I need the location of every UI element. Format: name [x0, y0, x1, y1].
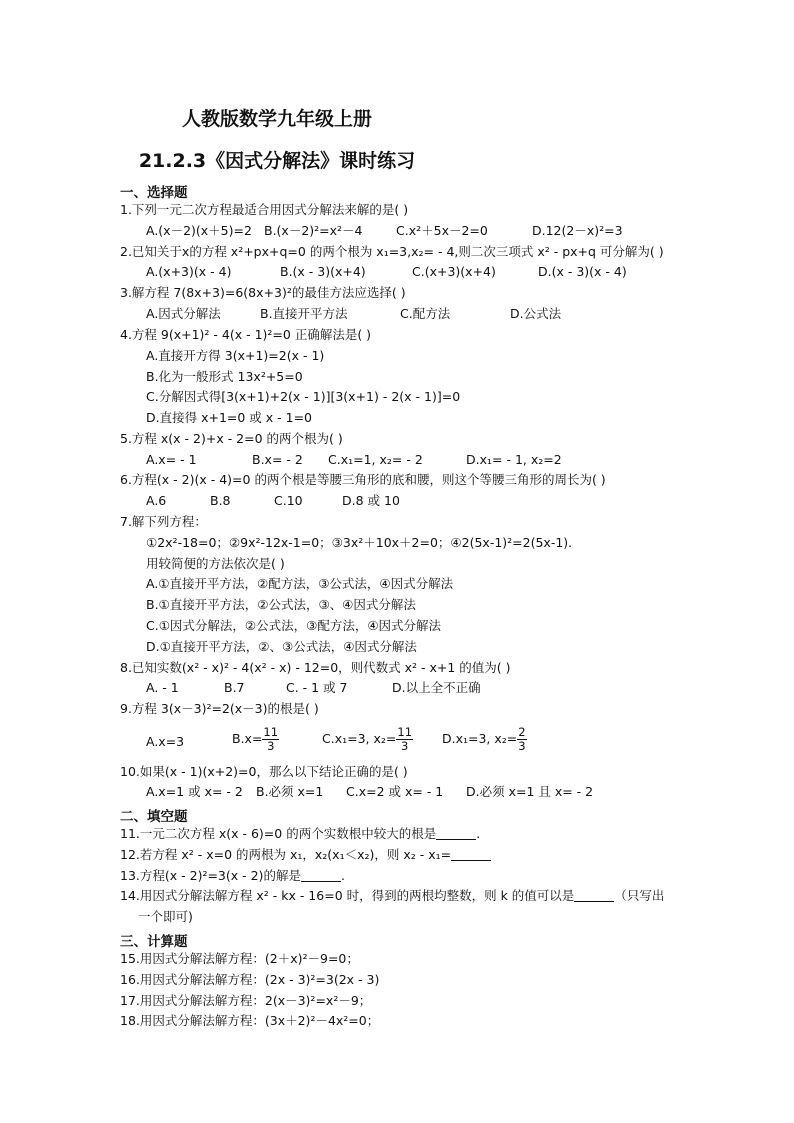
q10-option-a: A.x=1 或 x= - 2	[146, 784, 243, 799]
q13-answer-blank[interactable]	[301, 869, 341, 882]
q14-text: 14.用因式分解法解方程 x² - kx - 16=0 时，得到的两根均整数，则 k 的值可以是	[120, 888, 575, 903]
q13	[120, 868, 345, 884]
q10-option-b: B.必须 x=1	[256, 784, 324, 799]
fraction-denominator: 3	[518, 739, 526, 753]
q4-stem: 4.方程 9(x+1)² - 4(x - 1)²=0 正确解法是( )	[120, 327, 372, 342]
section-fill-blank: 二、填空题	[120, 809, 188, 825]
q9-option-c	[322, 726, 413, 753]
q5-option-a: A.x= - 1	[146, 452, 197, 467]
q9-option-a: A.x=3	[146, 734, 185, 749]
q16: 16.用因式分解法解方程：(2x - 3)²=3(2x - 3)	[120, 972, 380, 987]
q8-stem: 8.已知实数(x² - x)² - 4(x² - x) - 12=0，则代数式 x² - x+1 的值为( )	[120, 660, 511, 675]
q11-answer-blank[interactable]	[436, 827, 476, 840]
q2-stem: 2.已知关于x的方程 x²+px+q=0 的两个根为 x₁=3,x₂= - 4,则二次三项式 x² - px+q 可分解为( )	[120, 244, 664, 259]
q7-option-b: B.①直接开平方法，②公式法，③、④因式分解法	[146, 597, 416, 612]
q1-option-c: C.x²＋5x－2=0	[396, 223, 488, 238]
q5-option-c: C.x₁=1, x₂= - 2	[328, 452, 423, 467]
q17: 17.用因式分解法解方程：2(x－3)²=x²－9；	[120, 993, 372, 1008]
q15: 15.用因式分解法解方程：(2＋x)²－9=0；	[120, 951, 359, 966]
q12-text: 12.若方程 x² - x=0 的两根为 x₁，x₂(x₁＜x₂)，则 x₂ - x₁=	[120, 847, 452, 862]
q2-option-c: C.(x+3)(x+4)	[412, 264, 496, 279]
q9-option-b-label: B.x=	[232, 731, 263, 746]
q11-text-end: .	[476, 826, 481, 841]
q9-option-d-fraction	[517, 726, 526, 753]
q10-stem: 10.如果(x - 1)(x+2)=0，那么以下结论正确的是( )	[120, 764, 408, 779]
q9-option-d	[442, 726, 527, 753]
fraction-denominator: 3	[267, 739, 275, 753]
q10-option-c: C.x=2 或 x= - 1	[346, 784, 444, 799]
q11	[120, 826, 480, 842]
q8-option-c: C. - 1 或 7	[286, 680, 348, 695]
q18: 18.用因式分解法解方程：(3x＋2)²－4x²=0；	[120, 1013, 380, 1028]
q9-option-b	[232, 726, 279, 753]
q6-stem: 6.方程(x - 2)(x - 4)=0 的两个根是等腰三角形的底和腰，则这个等腰三角形的周长为( )	[120, 472, 606, 487]
fraction-denominator: 3	[401, 739, 409, 753]
q9-option-b-fraction	[262, 726, 279, 753]
q9-option-c-fraction	[396, 726, 413, 753]
q4-option-d: D.直接得 x+1=0 或 x - 1=0	[146, 410, 313, 425]
q14-continuation: 一个即可)	[138, 909, 193, 924]
q14-text-end: （只写出	[614, 888, 665, 903]
q13-text-end: .	[340, 868, 345, 883]
q7-option-c: C.①因式分解法，②公式法，③配方法，④因式分解法	[146, 618, 442, 633]
q6-option-b: B.8	[210, 493, 231, 508]
q6-option-c: C.10	[274, 493, 303, 508]
fraction-numerator: 11	[397, 725, 413, 739]
q9-options	[146, 726, 706, 760]
q3-stem: 3.解方程 7(8x+3)=6(8x+3)²的最佳方法应选择( )	[120, 285, 406, 300]
fraction-numerator: 11	[263, 725, 279, 739]
document-subtitle: 21.2.3《因式分解法》课时练习	[138, 150, 416, 172]
q7-stem: 7.解下列方程：	[120, 514, 207, 529]
q14-answer-blank[interactable]	[574, 889, 614, 902]
fraction-numerator: 2	[518, 725, 526, 739]
q12-answer-blank[interactable]	[451, 848, 491, 861]
q7-option-a: A.①直接开平方法，②配方法，③公式法，④因式分解法	[146, 576, 454, 591]
q4-option-b: B.化为一般形式 13x²+5=0	[146, 369, 303, 384]
q2-option-b: B.(x - 3)(x+4)	[280, 264, 366, 279]
q8-option-a: A. - 1	[146, 680, 179, 695]
q10-option-d: D.必须 x=1 且 x= - 2	[466, 784, 594, 799]
q2-option-d: D.(x - 3)(x - 4)	[538, 264, 627, 279]
q7-equations: ①2x²-18=0；②9x²-12x-1=0；③3x²＋10x＋2=0；④2(5x-1)²=2(5x-1).	[146, 535, 573, 550]
q1-option-b: B.(x－2)²=x²－4	[264, 223, 363, 238]
q5-stem: 5.方程 x(x - 2)+x - 2=0 的两个根为( )	[120, 431, 343, 446]
q9-stem: 9.方程 3(x－3)²=2(x－3)的根是( )	[120, 701, 319, 716]
q8-option-d: D.以上全不正确	[392, 680, 481, 695]
q9-option-c-label: C.x₁=3, x₂=	[322, 731, 397, 746]
q14	[120, 888, 664, 904]
q1-option-d: D.12(2－x)²=3	[532, 223, 623, 238]
q2-option-a: A.(x+3)(x - 4)	[146, 264, 232, 279]
q12	[120, 847, 491, 863]
q3-option-b: B.直接开平方法	[260, 306, 348, 321]
q5-option-d: D.x₁= - 1, x₂=2	[466, 452, 562, 467]
q5-option-b: B.x= - 2	[252, 452, 303, 467]
q1-option-a: A.(x－2)(x＋5)=2	[146, 223, 252, 238]
q1-stem: 1.下列一元二次方程最适合用因式分解法来解的是( )	[120, 202, 409, 217]
q4-option-c: C.分解因式得[3(x+1)+2(x - 1)][3(x+1) - 2(x - 1)]=0	[146, 389, 461, 404]
q11-text: 11.一元二次方程 x(x - 6)=0 的两个实数根中较大的根是	[120, 826, 437, 841]
q7-option-d: D.①直接开平方法，②、③公式法，④因式分解法	[146, 639, 417, 654]
q4-option-a: A.直接开方得 3(x+1)=2(x - 1)	[146, 348, 325, 363]
q6-option-d: D.8 或 10	[342, 493, 400, 508]
q3-option-a: A.因式分解法	[146, 306, 221, 321]
q8-option-b: B.7	[224, 680, 245, 695]
q3-option-c: C.配方法	[400, 306, 451, 321]
q7-ask: 用较简便的方法依次是( )	[146, 556, 285, 571]
q6-option-a: A.6	[146, 493, 167, 508]
section-calculation: 三、计算题	[120, 934, 188, 950]
q3-option-d: D.公式法	[510, 306, 562, 321]
q9-option-d-label: D.x₁=3, x₂=	[442, 731, 518, 746]
section-choice: 一、选择题	[120, 185, 188, 201]
document-title: 人教版数学九年级上册	[181, 108, 372, 130]
q13-text: 13.方程(x - 2)²=3(x - 2)的解是	[120, 868, 301, 883]
